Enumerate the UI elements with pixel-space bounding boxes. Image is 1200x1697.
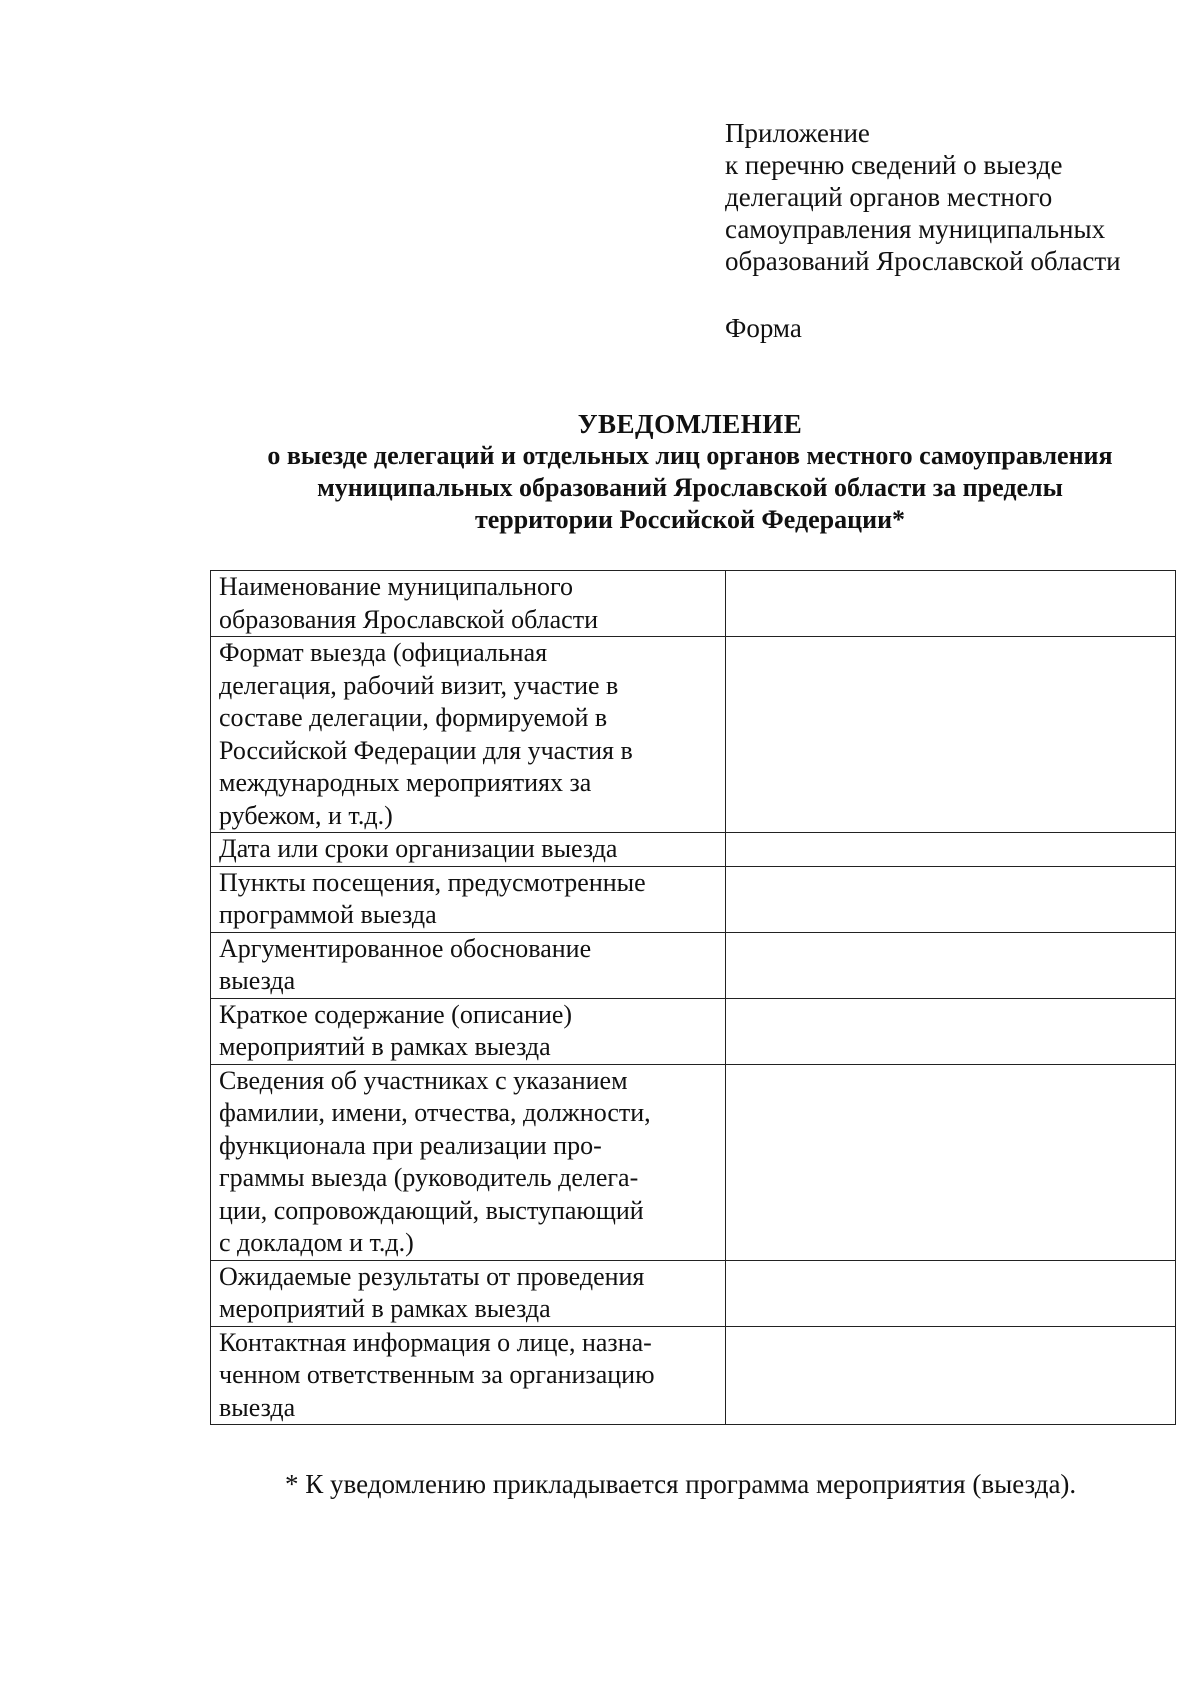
title-line: о выезде делегаций и отдельных лиц органов местного самоуправления xyxy=(267,441,1113,470)
row-value-field[interactable] xyxy=(726,571,1176,637)
label-line: граммы выезда (руководитель делега- xyxy=(219,1163,639,1192)
row-value-field[interactable] xyxy=(726,637,1176,833)
title-line: муниципальных образований Ярославской области за пределы xyxy=(317,473,1063,502)
label-line: выезда xyxy=(219,966,296,995)
label-line: программой выезда xyxy=(219,900,437,929)
appendix-line: Приложение xyxy=(725,118,870,148)
row-value-field[interactable] xyxy=(726,833,1176,867)
label-line: Пункты посещения, предусмотренные xyxy=(219,867,646,897)
label-line: Аргументированное обоснование xyxy=(219,933,592,963)
label-line: с докладом и т.д.) xyxy=(219,1228,414,1257)
table-row xyxy=(211,866,1176,932)
table-row xyxy=(211,998,1176,1064)
label-line: Краткое содержание (описание) xyxy=(219,999,573,1029)
appendix-line: к перечню сведений о выезде xyxy=(725,150,1063,180)
footnote: * К уведомлению прикладывается программа мероприятия (выезда). xyxy=(285,1469,1077,1499)
row-label xyxy=(211,932,726,998)
table-row xyxy=(211,1064,1176,1260)
label-line: составе делегации, формируемой в xyxy=(219,703,608,732)
label-line: Формат выезда (официальная xyxy=(219,638,548,667)
row-label xyxy=(211,1064,726,1260)
row-value-field[interactable] xyxy=(726,998,1176,1064)
title-main: УВЕДОМЛЕНИЕ xyxy=(577,409,803,439)
notice-form-table xyxy=(210,570,1176,1425)
appendix-note xyxy=(725,117,1165,277)
appendix-line: самоуправления муниципальных xyxy=(725,214,1106,244)
row-value-field[interactable] xyxy=(726,1260,1176,1326)
label-line: мероприятий в рамках выезда xyxy=(219,1294,551,1323)
row-label xyxy=(211,1260,726,1326)
table-row xyxy=(211,571,1176,637)
appendix-line: образований Ярославской области xyxy=(725,246,1121,276)
label-line: Российской Федерации для участия в xyxy=(219,735,633,765)
label-line: Сведения об участниках с указанием xyxy=(219,1065,628,1095)
label-line: выезда xyxy=(219,1392,296,1422)
label-line: ченном ответственным за организацию xyxy=(219,1360,655,1389)
row-value-field[interactable] xyxy=(726,866,1176,932)
label-line: мероприятий в рамках выезда xyxy=(219,1032,551,1061)
row-value-field[interactable] xyxy=(726,1064,1176,1260)
appendix-line: делегаций органов местного xyxy=(725,182,1053,212)
table-row xyxy=(211,833,1176,867)
row-label xyxy=(211,637,726,833)
label-line: Ожидаемые результаты от проведения xyxy=(219,1261,645,1291)
form-label: Форма xyxy=(725,313,802,343)
label-line: фамилии, имени, отчества, должности, xyxy=(219,1098,651,1127)
label-line: ции, сопровождающий, выступающий xyxy=(219,1195,644,1225)
label-line: международных мероприятиях за xyxy=(219,768,592,797)
label-line: рубежом, и т.д.) xyxy=(219,800,393,830)
row-label xyxy=(211,1326,726,1425)
label-line: образования Ярославской области xyxy=(219,604,598,634)
row-label xyxy=(211,866,726,932)
document-title xyxy=(160,408,1200,536)
title-line: территории Российской Федерации* xyxy=(474,505,906,534)
label-line: Наименование муниципального xyxy=(219,572,574,601)
label-line: делегация, рабочий визит, участие в xyxy=(219,670,619,700)
table-row xyxy=(211,1326,1176,1425)
table-row xyxy=(211,1260,1176,1326)
table-row xyxy=(211,637,1176,833)
row-value-field[interactable] xyxy=(726,932,1176,998)
row-label xyxy=(211,998,726,1064)
row-label xyxy=(211,571,726,637)
label-line: Дата или сроки организации выезда xyxy=(219,834,618,863)
label-line: Контактная информация о лице, назна- xyxy=(219,1327,652,1357)
row-label xyxy=(211,833,726,867)
table-row xyxy=(211,932,1176,998)
label-line: функционала при реализации про- xyxy=(219,1130,602,1160)
row-value-field[interactable] xyxy=(726,1326,1176,1425)
